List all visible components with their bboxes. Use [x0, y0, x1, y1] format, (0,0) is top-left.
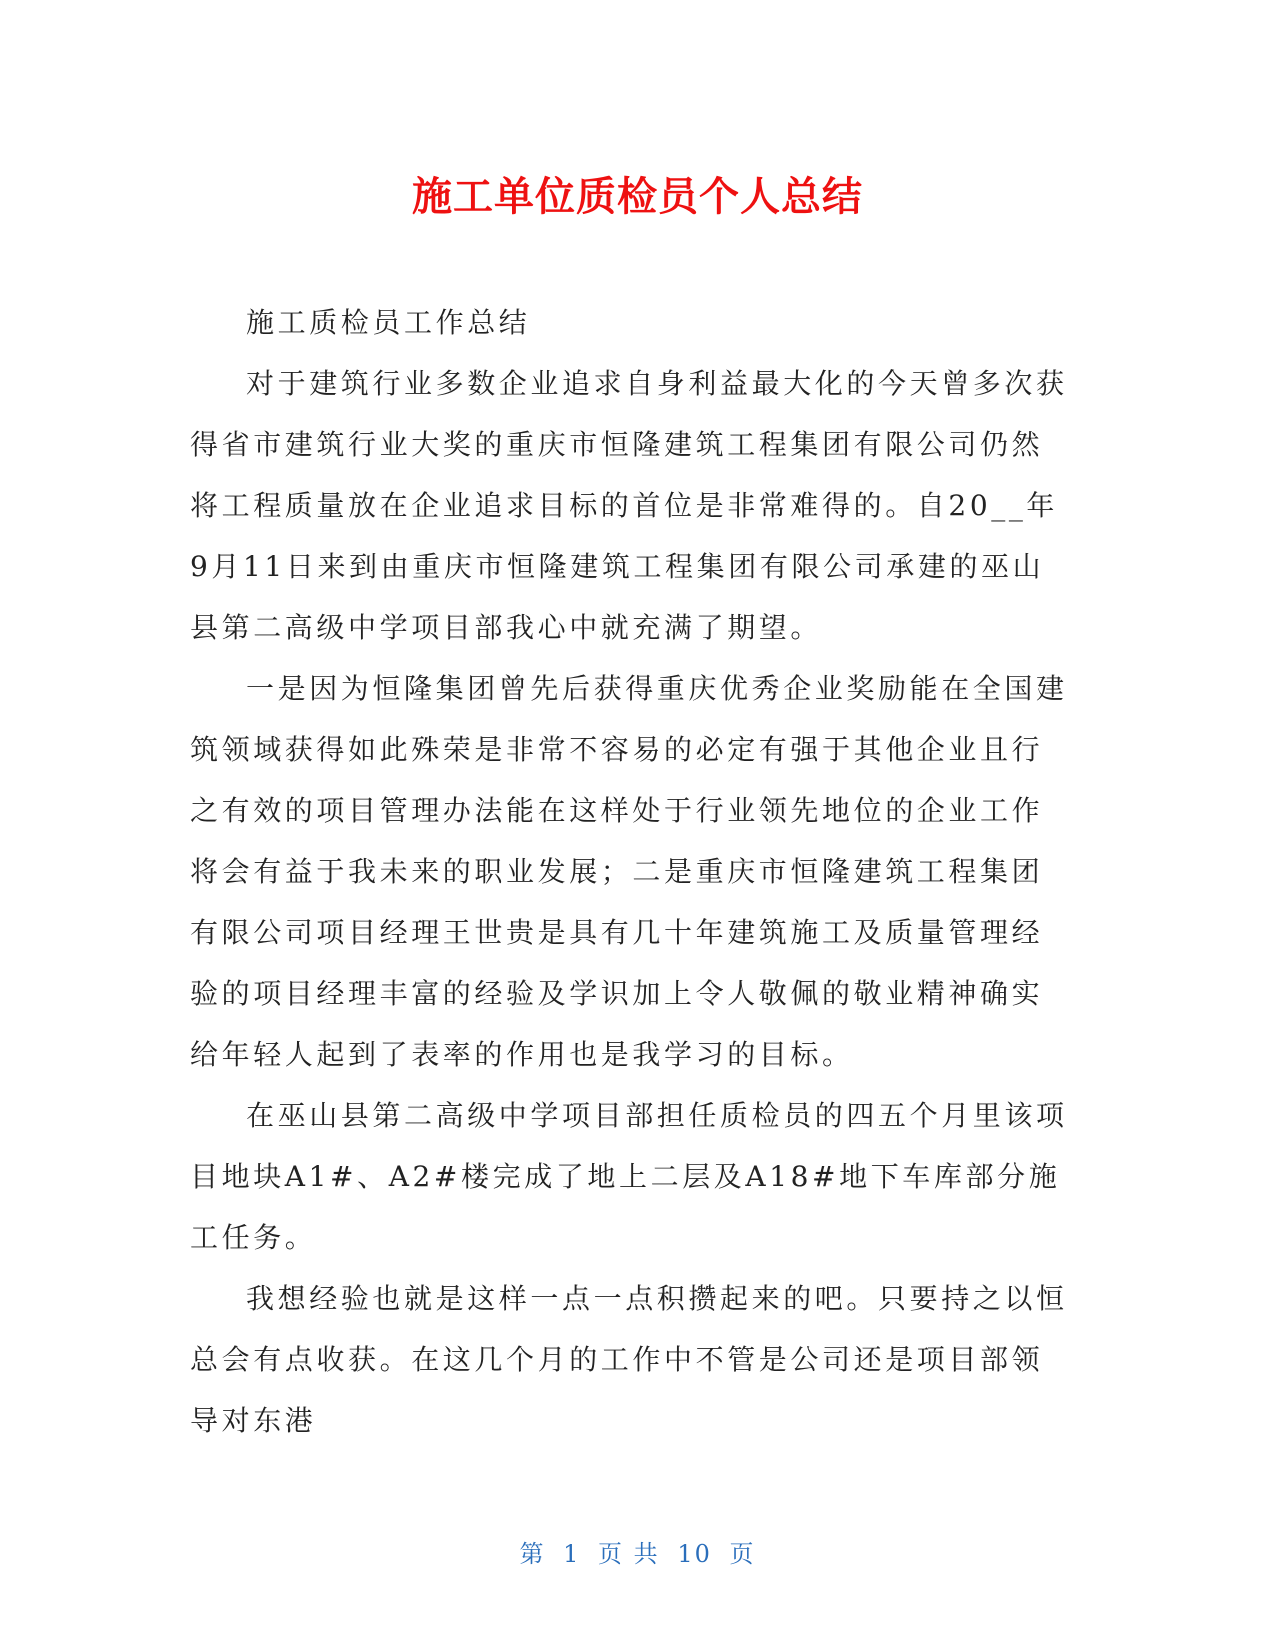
footer-total-pages: 10 [677, 1540, 712, 1568]
page-footer [0, 1534, 1275, 1569]
paragraph: 对于建筑行业多数企业追求自身利益最大化的今天曾多次获得省市建筑行业大奖的重庆市恒隆建筑工程集团有限公司仍然将工程质量放在企业追求目标的首位是非常难得的。自20__年9月11日来到由重庆市恒隆建筑工程集团有限公司承建的巫山县第二高级中学项目部我心中就充满了期望。 [190, 367, 1068, 644]
footer-suffix: 页 [729, 1540, 756, 1568]
document-body [190, 292, 1070, 1451]
paragraph: 一是因为恒隆集团曾先后获得重庆优秀企业奖励能在全国建筑领域获得如此殊荣是非常不容易的必定有强于其他企业且行之有效的项目管理办法能在这样处于行业领先地位的企业工作将会有益于我未来的职业发展；二是重庆市恒隆建筑工程集团有限公司项目经理王世贵是具有几十年建筑施工及质量管理经验的项目经理丰富的经验及学识加上令人敬佩的敬业精神确实给年轻人起到了表率的作用也是我学习的目标。 [190, 672, 1068, 1071]
footer-current-page: 1 [563, 1540, 581, 1568]
paragraph-heading: 施工质检员工作总结 [246, 306, 531, 339]
footer-middle: 页 共 [598, 1540, 660, 1568]
paragraph: 我想经验也就是这样一点一点积攒起来的吧。只要持之以恒总会有点收获。在这几个月的工作中不管是公司还是项目部领导对东港 [190, 1282, 1068, 1437]
footer-prefix: 第 [519, 1540, 546, 1568]
document-title: 施工单位质检员个人总结 [412, 174, 863, 220]
paragraph: 在巫山县第二高级中学项目部担任质检员的四五个月里该项目地块A1#、A2#楼完成了地上二层及A18#地下车库部分施工任务。 [190, 1099, 1068, 1254]
